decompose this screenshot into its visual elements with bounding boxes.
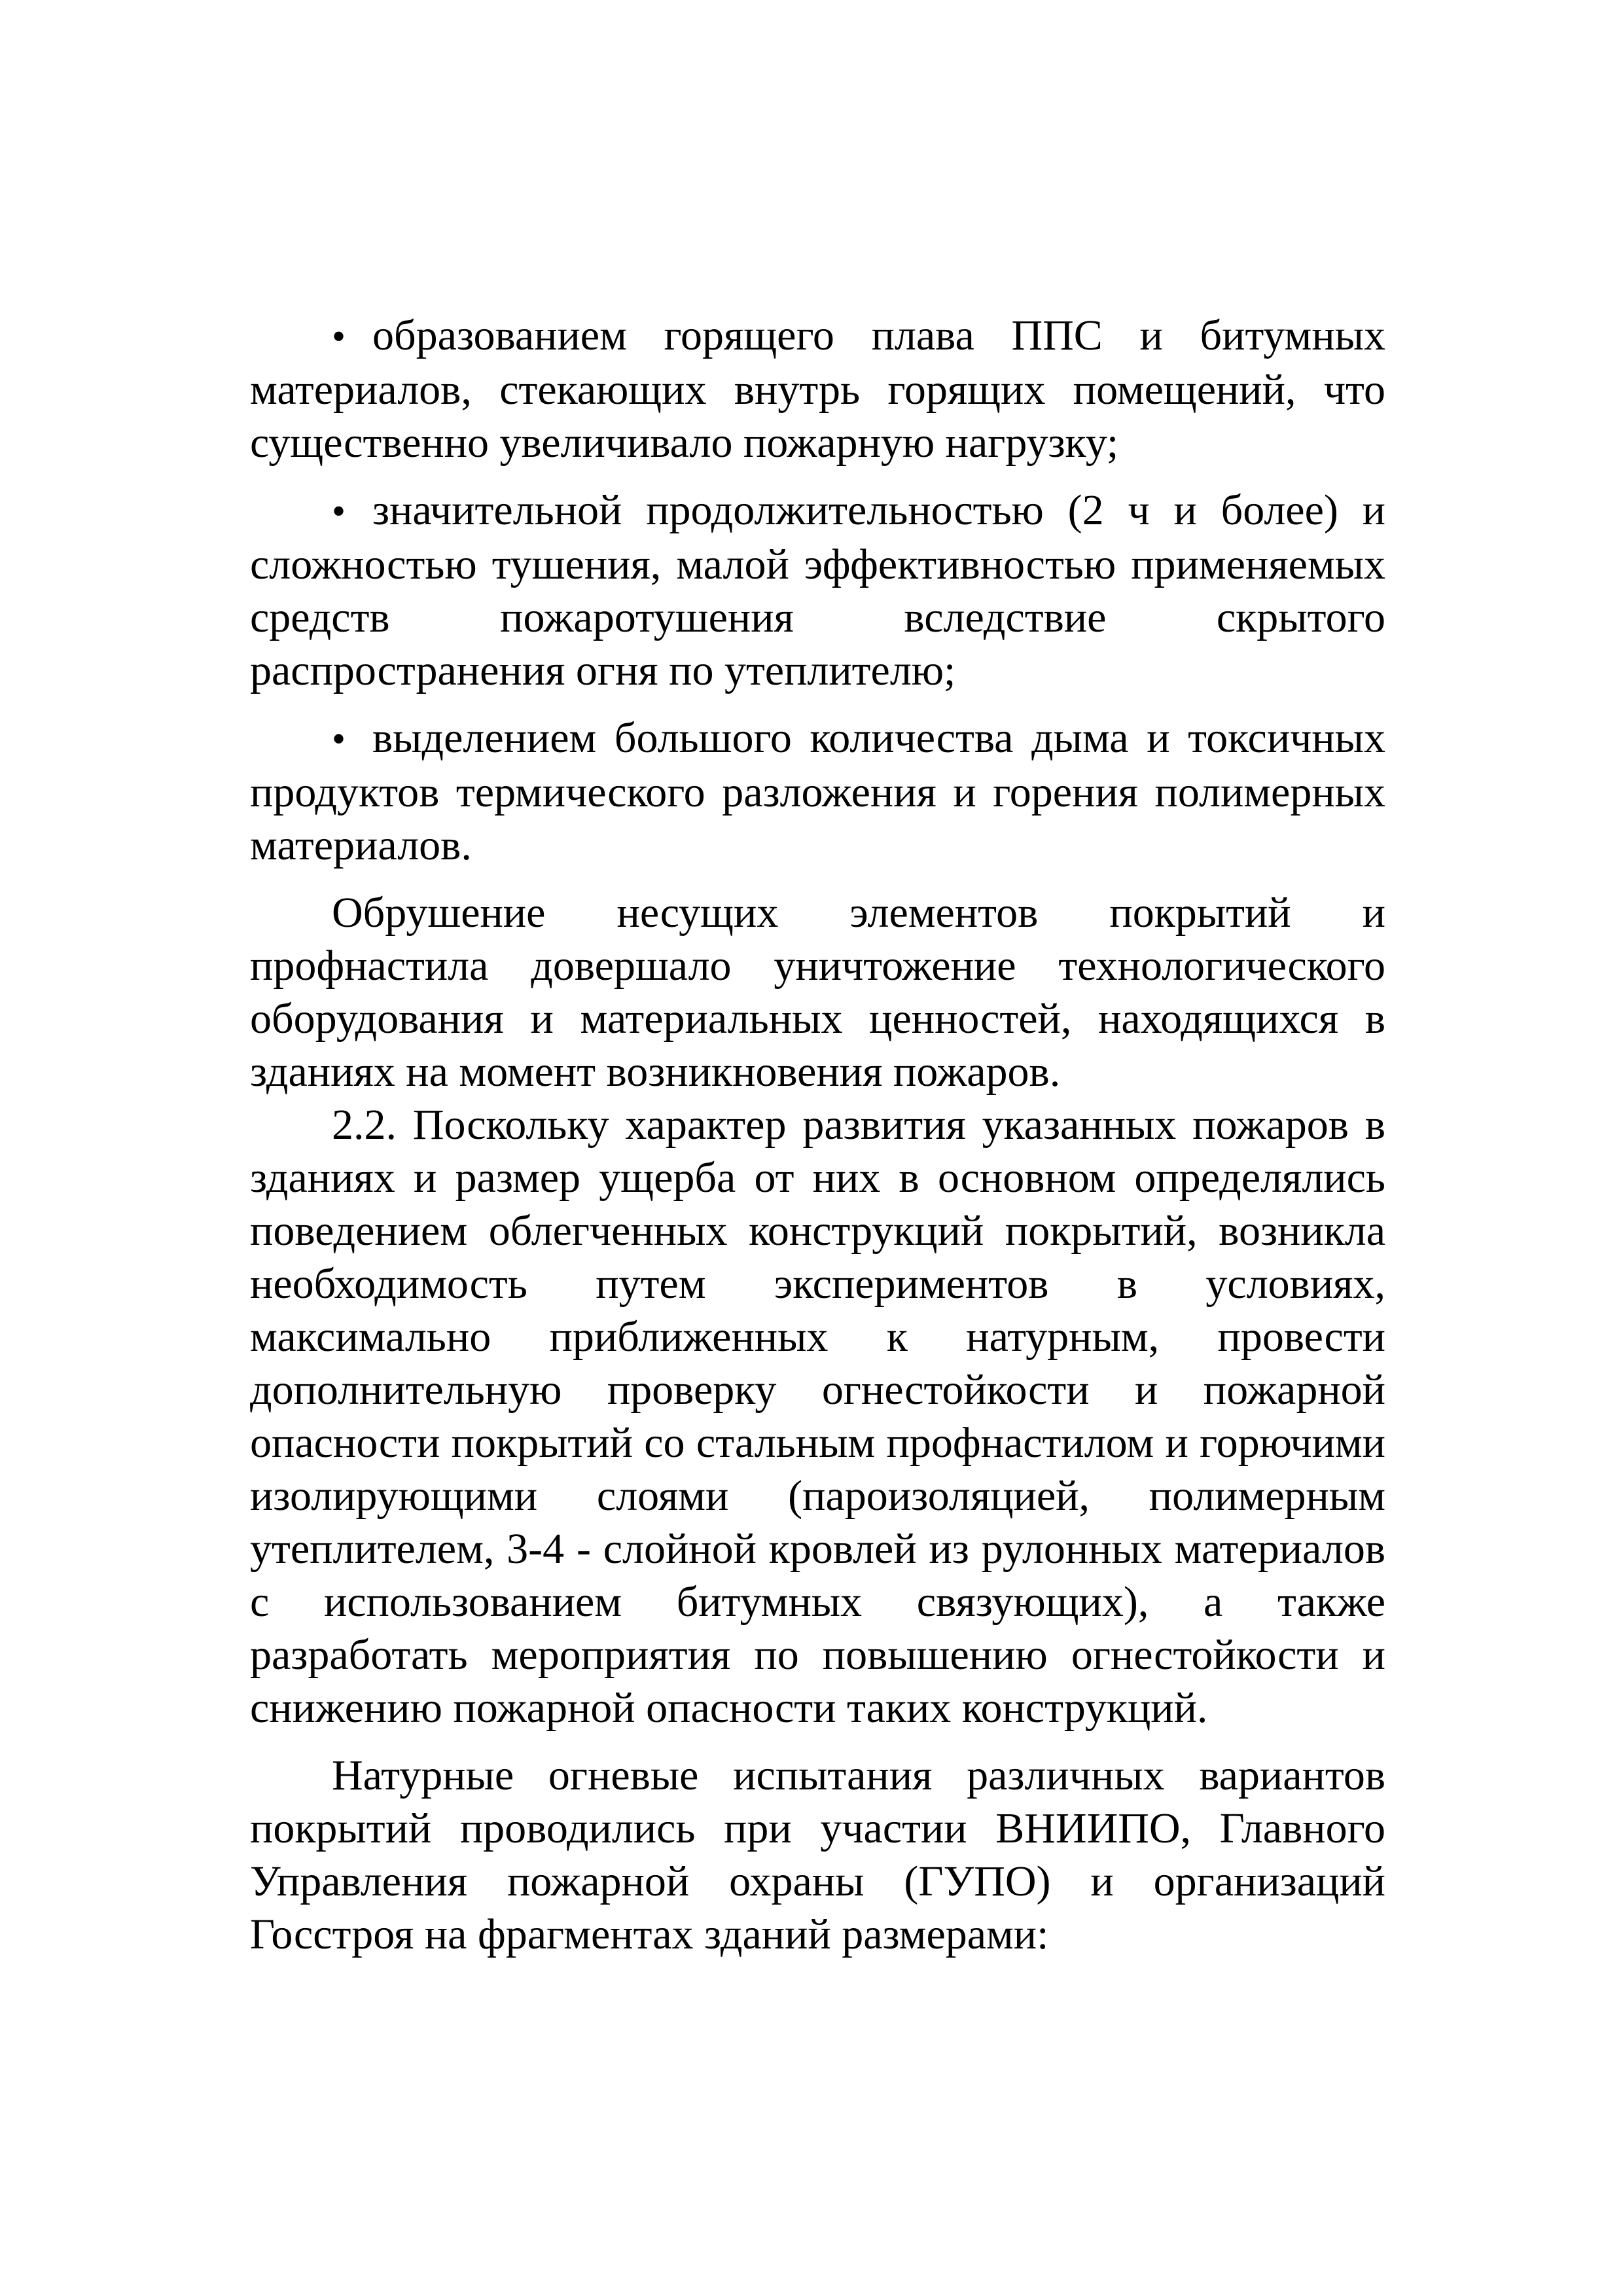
- paragraph: 2.2. Поскольку характер развития указанных пожаров в зданиях и размер ущерба от них в основном определялись поведением облегченных конструкций покрытий, возникла необходимость путем экспериментов в условиях, максимально приближенных к натурным, провести дополнительную проверку огнестойкости и пожарной опасности покрытий со стальным профнастилом и горючими изолирующими слоями (пароизоляцией, полимерным утеплителем, 3-4 - слойной кровлей из рулонных материалов с использованием битумных связующих), а также разработать мероприятия по повышению огнестойкости и снижению пожарной опасности таких конструкций.: [250, 1101, 1385, 1732]
- bullet-text: образованием горящего плава ППС и битумных материалов, стекающих внутрь горящих помещений, что существенно увеличивало пожарную нагрузку;: [250, 312, 1385, 467]
- paragraph: Натурные огневые испытания различных вариантов покрытий проводились при участии ВНИИПО, Главного Управления пожарной охраны (ГУПО) и организаций Госстроя на фрагментах зданий размерами:: [250, 1751, 1385, 1958]
- document-body: [250, 309, 1385, 1961]
- bullet-icon: •: [332, 490, 346, 533]
- bullet-item: [250, 484, 1385, 697]
- bullet-icon: •: [332, 315, 346, 358]
- bullet-item: [250, 711, 1385, 872]
- bullet-icon: •: [332, 717, 346, 761]
- paragraph: Обрушение несущих элементов покрытий и профнастила довершало уничтожение технологического оборудования и материальных ценностей, находящихся в зданиях на момент возникновения пожаров.: [250, 889, 1385, 1096]
- bullet-text: значительной продолжительностью (2 ч и более) и сложностью тушения, малой эффективностью применяемых средств пожаротушения вследствие скрытого распространения огня по утеплителю;: [250, 486, 1385, 694]
- bullet-item: [250, 309, 1385, 469]
- bullet-text: выделением большого количества дыма и токсичных продуктов термического разложения и горения полимерных материалов.: [250, 714, 1385, 869]
